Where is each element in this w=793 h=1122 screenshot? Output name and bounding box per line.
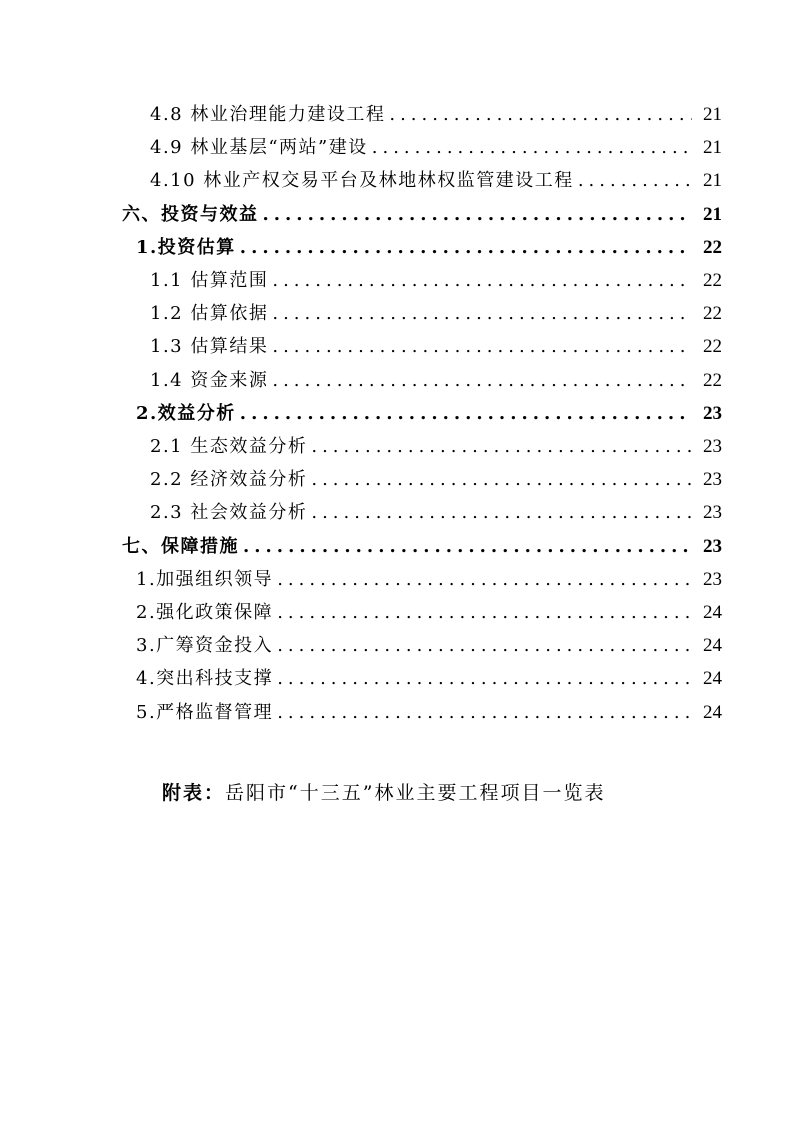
toc-entry[interactable]	[136, 698, 722, 728]
toc-leader-dots	[277, 668, 692, 689]
toc-entry[interactable]	[122, 532, 722, 562]
toc-entry-page: 22	[703, 369, 722, 391]
toc-entry-page: 21	[703, 203, 722, 225]
toc-leader-dots	[277, 702, 692, 723]
toc-leader-dots	[272, 336, 692, 357]
toc-entry-page: 21	[703, 137, 722, 159]
toc-entry-page: 23	[703, 502, 722, 524]
toc-entry-label: 2.强化政策保障	[136, 602, 274, 623]
toc-entry[interactable]	[150, 166, 722, 196]
toc-leader-dots	[311, 436, 692, 457]
toc-entry-label: 六、投资与效益	[122, 203, 259, 225]
toc-leader-dots	[272, 370, 692, 391]
toc-entry-page: 24	[703, 701, 722, 723]
toc-entry[interactable]	[150, 133, 722, 163]
toc-entry-label: 2.效益分析	[136, 402, 236, 424]
toc-entry-page: 22	[703, 270, 722, 291]
toc-entry-label: 1.加强组织领导	[136, 568, 274, 590]
toc-entry-label: 4.9 林业基层“两站”建设	[150, 137, 368, 159]
appendix-line	[162, 778, 605, 805]
toc-entry-label: 4.8 林业治理能力建设工程	[150, 104, 386, 125]
toc-leader-dots	[240, 237, 692, 258]
toc-entry[interactable]	[150, 299, 722, 329]
toc-entry-page: 21	[703, 104, 722, 125]
toc-entry-page: 22	[703, 236, 722, 258]
toc-entry-page: 22	[703, 303, 722, 325]
toc-entry[interactable]	[136, 664, 722, 694]
toc-entry[interactable]	[136, 233, 722, 263]
toc-leader-dots	[272, 303, 692, 324]
toc-entry-page: 23	[703, 469, 722, 491]
toc-entry-label: 4.10 林业产权交易平台及林地林权监管建设工程	[150, 170, 574, 192]
appendix-lead: 附表：	[162, 782, 226, 804]
toc-entry-label: 1.2 估算依据	[150, 303, 269, 325]
toc-entry-label: 4.突出科技支撑	[136, 668, 274, 690]
toc-leader-dots	[272, 270, 692, 291]
toc-entry-page: 24	[703, 668, 722, 690]
toc-entry-label: 5.严格监督管理	[136, 701, 274, 723]
appendix-title: 岳阳市“十三五”林业主要工程项目一览表	[225, 782, 606, 804]
toc-entry[interactable]	[122, 200, 722, 230]
toc-leader-dots	[389, 104, 692, 125]
toc-entry-page: 22	[703, 336, 722, 358]
toc-entry-page: 23	[703, 436, 722, 457]
toc-leader-dots	[372, 137, 692, 158]
toc-entry-label: 1.4 资金来源	[150, 369, 269, 391]
toc-entry-page: 23	[703, 535, 722, 557]
toc-entry-label: 1.1 估算范围	[150, 270, 269, 291]
toc-entry[interactable]	[150, 366, 722, 396]
toc-leader-dots	[277, 602, 692, 623]
toc-leader-dots	[277, 569, 692, 590]
toc-entry-page: 24	[703, 635, 722, 657]
toc-leader-dots	[277, 635, 692, 656]
toc-entry[interactable]	[150, 266, 722, 296]
toc-entry-page: 24	[703, 602, 722, 623]
toc-entry-page: 21	[703, 170, 722, 192]
toc-entry-label: 1.3 估算结果	[150, 336, 269, 358]
toc-leader-dots	[240, 403, 692, 424]
toc-entry-label: 七、保障措施	[122, 535, 239, 557]
toc-leader-dots	[243, 536, 692, 557]
toc-leader-dots	[578, 170, 692, 191]
toc-entry-label: 2.2 经济效益分析	[150, 469, 308, 491]
toc-entry[interactable]	[150, 332, 722, 362]
toc-entry-page: 23	[703, 402, 722, 424]
toc-entry[interactable]	[150, 432, 722, 462]
toc-leader-dots	[311, 469, 692, 490]
toc-entry[interactable]	[150, 465, 722, 495]
toc-leader-dots	[311, 502, 692, 523]
toc-entry-label: 2.3 社会效益分析	[150, 502, 308, 524]
toc-entry[interactable]	[150, 100, 722, 130]
toc-entry[interactable]	[136, 598, 722, 628]
toc-entry-label: 1.投资估算	[136, 236, 236, 258]
toc-entry[interactable]	[136, 631, 722, 661]
toc-entry-label: 2.1 生态效益分析	[150, 436, 308, 457]
toc-entry[interactable]	[136, 565, 722, 595]
toc-entry[interactable]	[136, 399, 722, 429]
toc-entry[interactable]	[150, 498, 722, 528]
toc-leader-dots	[263, 204, 693, 225]
toc-entry-label: 3.广筹资金投入	[136, 635, 274, 657]
toc-entry-page: 23	[703, 568, 722, 590]
